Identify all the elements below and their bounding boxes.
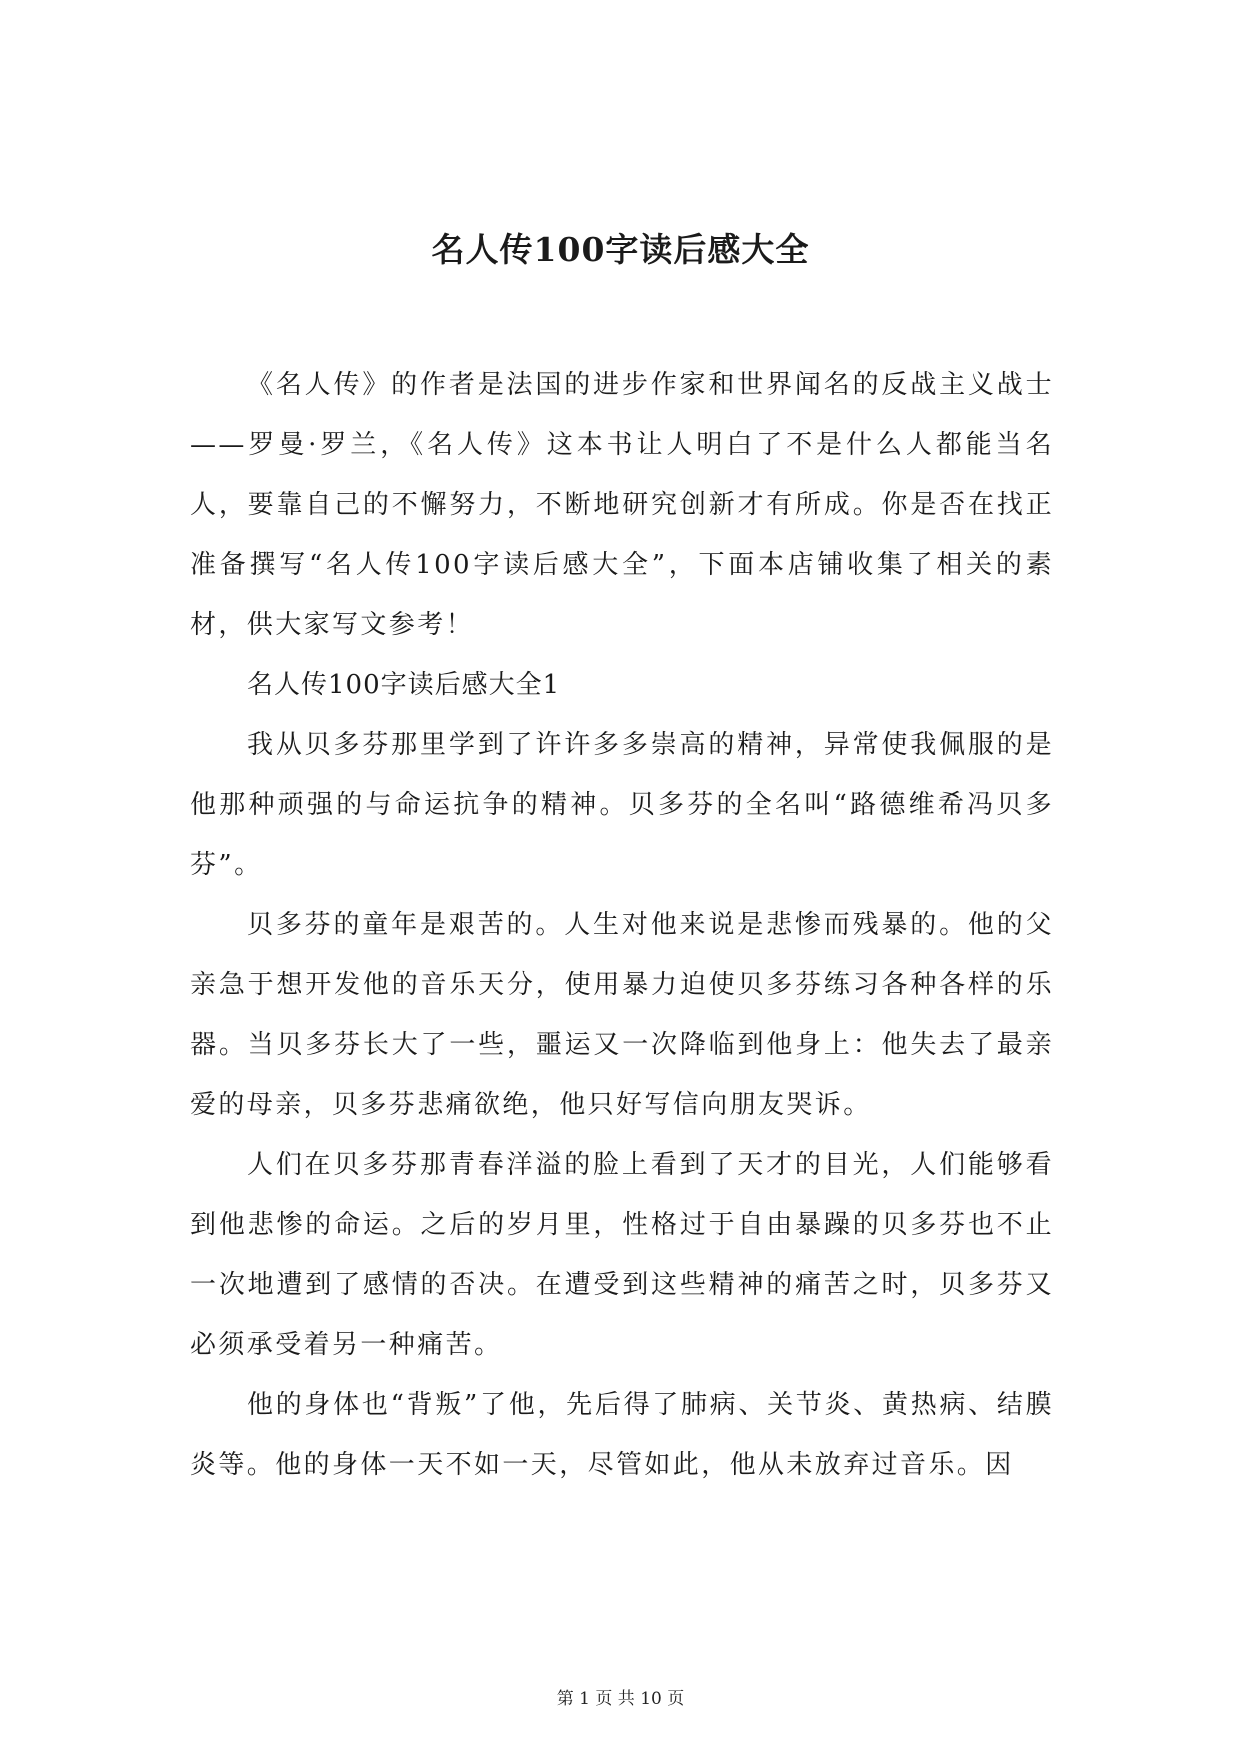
body-paragraph: 贝多芬的童年是艰苦的。人生对他来说是悲惨而残暴的。他的父亲急于想开发他的音乐天分，使用暴力迫使贝多芬练习各种各样的乐器。当贝多芬长大了一些，噩运又一次降临到他身上：他失去了最亲爱的母亲，贝多芬悲痛欲绝，他只好写信向朋友哭诉。	[190, 910, 1054, 1120]
section-heading: 名人传100字读后感大全1	[247, 670, 561, 700]
page-number-footer: 第 1 页 共 10 页	[556, 1689, 685, 1709]
document-body	[190, 355, 1054, 1495]
intro-paragraph: 《名人传》的作者是法国的进步作家和世界闻名的反战主义战士——罗曼·罗兰，《名人传》这本书让人明白了不是什么人都能当名人，要靠自己的不懈努力，不断地研究创新才有所成。你是否在找正准备撰写“名人传100字读后感大全”，下面本店铺收集了相关的素材，供大家写文参考！	[190, 370, 1054, 640]
body-paragraph: 我从贝多芬那里学到了许许多多崇高的精神，异常使我佩服的是他那种顽强的与命运抗争的精神。贝多芬的全名叫“路德维希冯贝多芬”。	[190, 730, 1054, 880]
body-paragraph: 他的身体也“背叛”了他，先后得了肺病、关节炎、黄热病、结膜炎等。他的身体一天不如一天，尽管如此，他从未放弃过音乐。因	[190, 1390, 1054, 1480]
document-title: 名人传100字读后感大全	[431, 230, 810, 269]
body-paragraph: 人们在贝多芬那青春洋溢的脸上看到了天才的目光，人们能够看到他悲惨的命运。之后的岁月里，性格过于自由暴躁的贝多芬也不止一次地遭到了感情的否决。在遭受到这些精神的痛苦之时，贝多芬又必须承受着另一种痛苦。	[190, 1150, 1054, 1360]
